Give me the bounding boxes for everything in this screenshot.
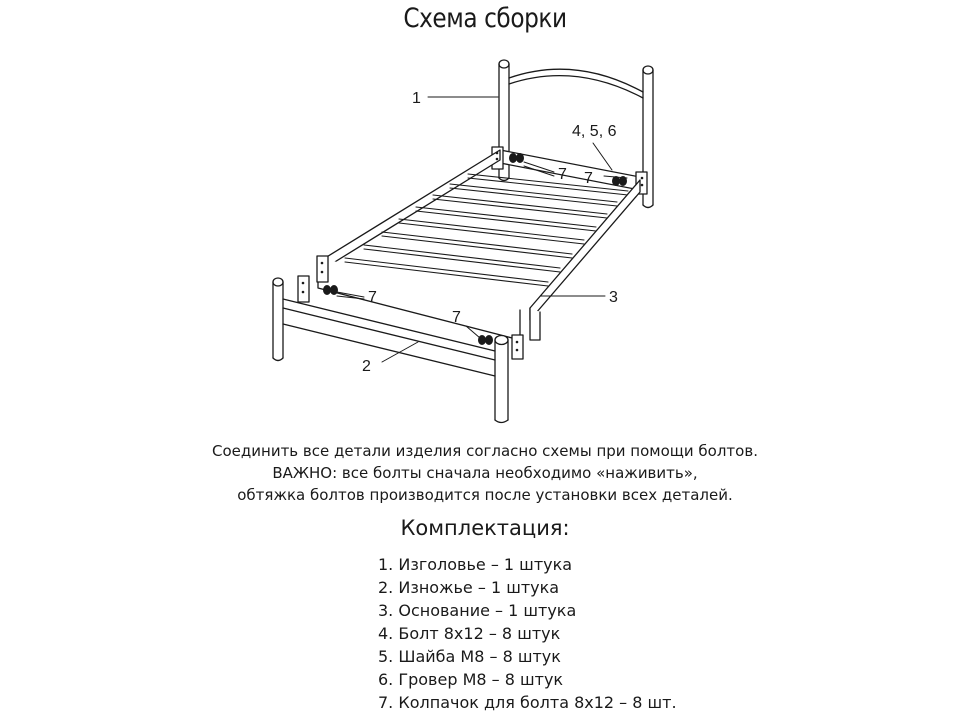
label-headboard: 1: [412, 90, 421, 107]
instruction-line: ВАЖНО: все болты сначала необходимо «наживить»,: [272, 464, 698, 482]
label-cap-footboard-right: 7: [452, 309, 461, 326]
kit-item: 6. Гровер М8 – 8 штук: [378, 670, 564, 689]
bed-assembly-diagram: [0, 40, 970, 440]
label-base: 3: [609, 289, 618, 306]
label-fasteners: 4, 5, 6: [572, 123, 617, 140]
kit-item: 1. Изголовье – 1 штука: [378, 555, 573, 574]
assembly-instructions: [0, 440, 970, 506]
page-title: Схема сборки: [403, 3, 567, 34]
kit-item: 3. Основание – 1 штука: [378, 601, 577, 620]
label-cap-headboard-left: 7: [558, 166, 567, 183]
kit-item: 5. Шайба М8 – 8 штук: [378, 647, 561, 666]
kit-item: 2. Изножье – 1 штука: [378, 578, 560, 597]
kit-item: 7. Колпачок для болта 8х12 – 8 шт.: [378, 693, 677, 712]
label-cap-footboard-left: 7: [368, 289, 377, 306]
kit-list: [378, 553, 677, 714]
kit-item: 4. Болт 8х12 – 8 штук: [378, 624, 561, 643]
instruction-line: обтяжка болтов производится после установки всех деталей.: [237, 486, 733, 504]
instruction-line: Соединить все детали изделия согласно схемы при помощи болтов.: [212, 442, 758, 460]
side-rail-near: [530, 180, 640, 340]
label-cap-headboard-right: 7: [584, 170, 593, 187]
kit-title: Комплектация:: [400, 516, 570, 540]
label-footboard: 2: [362, 358, 371, 375]
